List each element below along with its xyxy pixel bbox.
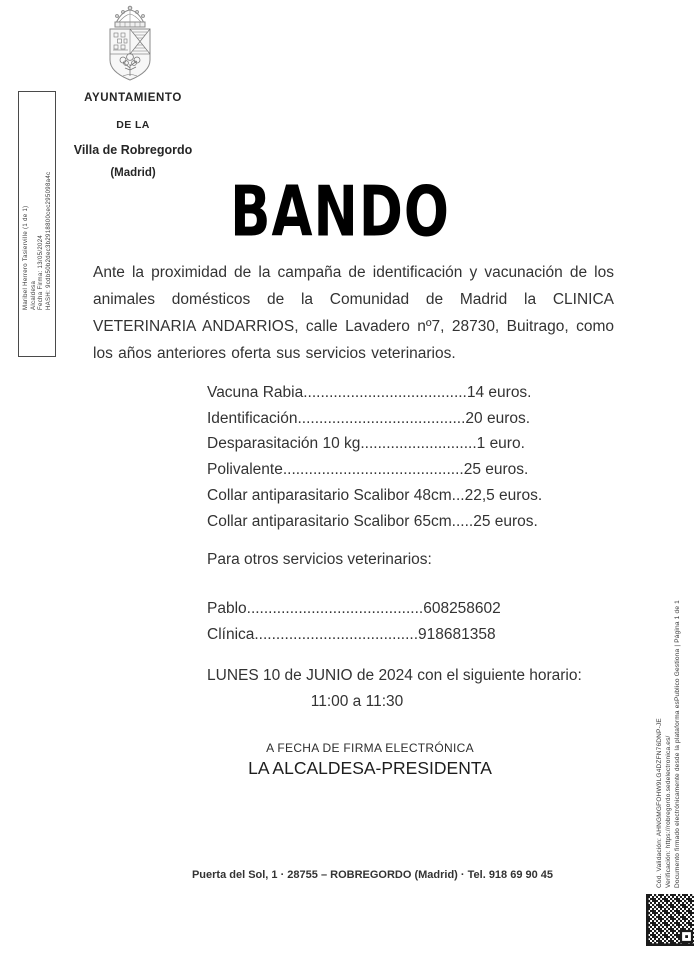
signature-title: LA ALCALDESA-PRESIDENTA bbox=[248, 758, 492, 778]
qr-code-icon bbox=[646, 894, 694, 946]
contact-list bbox=[207, 596, 501, 648]
org-name-line2: DE LA bbox=[116, 119, 150, 131]
org-name-line1: AYUNTAMIENTO bbox=[84, 92, 182, 104]
coat-of-arms-icon bbox=[95, 2, 165, 86]
price-item: Identificación.......................................20 euros. bbox=[207, 409, 531, 427]
signer-name: Maribel Herrero Tasierville (1 de 1) bbox=[23, 205, 29, 310]
signature-date: Fecha Firma: 13/05/2024 bbox=[38, 234, 45, 310]
verification-url: Verificación: https://robregordo.sedelectronica.es/ bbox=[665, 735, 673, 888]
price-item: Collar antiparasitario Scalibor 48cm...22,5 euros. bbox=[207, 486, 543, 504]
footer-address: Puerta del Sol, 1 · 28755 – ROBREGORDO (Madrid) · Tel. 918 69 90 45 bbox=[191, 869, 554, 881]
validation-code: Cód. Validación: AHNGMGFOHW9LG4DZFN76DNP-JE bbox=[656, 718, 663, 888]
price-item: Polivalente..........................................25 euros. bbox=[207, 461, 529, 479]
intro-paragraph: Ante la proximidad de la campaña de identificación y vacunación de los animales domésticos de la Comunidad de Madrid la CLINICA VETERINARIA ANDARRIOS, calle Lavadero nº7, 28730, Buitrago, como los años anteriores oferta sus servicios veterinarios. bbox=[93, 264, 614, 362]
price-item: Collar antiparasitario Scalibor 65cm.....25 euros. bbox=[207, 512, 538, 530]
schedule-date-line: LUNES 10 de JUNIO de 2024 con el siguiente horario: bbox=[207, 667, 582, 684]
document-title: BANDO bbox=[230, 172, 450, 253]
other-services-heading: Para otros servicios veterinarios: bbox=[207, 551, 432, 568]
price-list bbox=[207, 380, 627, 534]
signature-note: A FECHA DE FIRMA ELECTRÓNICA bbox=[266, 741, 474, 755]
platform-note: Documento firmado electrónicamente desde la plataforma esPublico Gestiona | Página 1 de 1 bbox=[674, 600, 682, 888]
contact-item: Pablo.........................................608258602 bbox=[207, 600, 501, 617]
org-name-line3: Villa de Robregordo bbox=[73, 143, 193, 157]
signature-hash: HASH: 9cdb50b2dec3b2918800cec295098a4c bbox=[45, 171, 52, 310]
schedule-time: 11:00 a 11:30 bbox=[310, 693, 404, 710]
price-item: Desparasitación 10 kg...........................1 euro. bbox=[207, 435, 525, 453]
price-item: Vacuna Rabia......................................14 euros. bbox=[207, 384, 532, 401]
left-signature-strip bbox=[23, 60, 54, 310]
signer-role: Alcaldesa bbox=[30, 280, 37, 310]
right-validation-strip bbox=[655, 558, 683, 888]
org-name-line4: (Madrid) bbox=[110, 167, 156, 179]
contact-item: Clínica......................................918681358 bbox=[207, 626, 496, 643]
